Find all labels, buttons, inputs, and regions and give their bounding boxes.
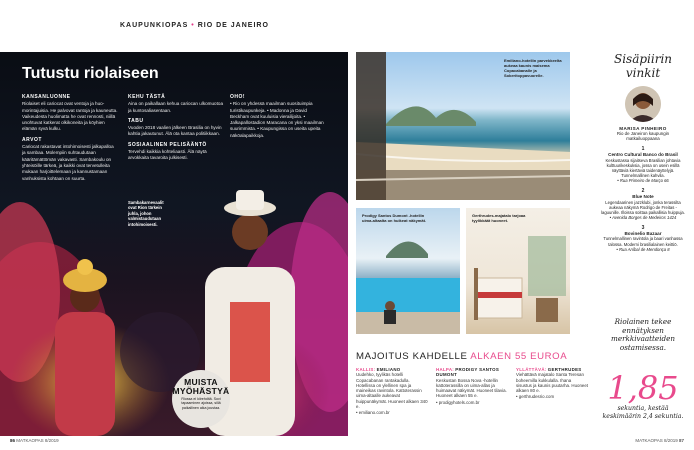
hotel-category: YLLÄTTÄVÄ: — [516, 367, 547, 372]
remember-badge — [172, 370, 230, 428]
magazine-name-right: MATKAOPAS 8/2019 — [635, 438, 678, 443]
section-label: KAUPUNKIOPAS — [120, 22, 189, 29]
city-label: RIO DE JANEIRO — [197, 22, 269, 29]
accommodation-title — [356, 351, 567, 362]
separator-dot: • — [191, 22, 195, 29]
portrait-icon — [625, 86, 661, 122]
column-text: Cariocat rakastavat intohimoisesti jalkapalloa ja sambaa. Molempiin suhtaudutaan kääritämättömän vakavasti. Sambakoulu on yhteisöille tärkeä, ja kaikki ovat tervetulleita mukaan harjoittelemaan ja kannustamaan vanhuksista kohtaan on suurta. — [22, 144, 114, 181]
remember-title: MUISTA MYÖHÄSTYÄ — [172, 377, 230, 396]
page-number-left: 86 — [10, 438, 16, 443]
guide-role: Rio de Janeiron kaupungin matkailuoppaana — [616, 131, 670, 142]
tip-item — [600, 146, 686, 183]
remember-text: Riossa ei kiirehditä. Sovi tapaaminen ajoissa, sillä paikallinen aika joustaa. — [181, 397, 221, 410]
guesthouse-photo — [466, 208, 570, 334]
hotel-surprising — [516, 367, 588, 400]
column-heading: TABU — [128, 117, 144, 124]
text-column-3 — [230, 90, 326, 141]
column-text: Vuoden 2018 vaalien jälkeen Brasilia on hyvin kahtia jakautunut. Älä ota kantaa politiikkaan. — [128, 125, 222, 137]
guide-name: MARISA PINHEIRO — [619, 126, 667, 131]
section-header — [120, 22, 269, 29]
room-caption: Gerthrudes-majatalo tarjoaa tyylikkäät huoneet. — [472, 213, 526, 223]
footer-left — [10, 438, 59, 443]
accommodation-title-main: MAJOITUS KAHDELLE — [356, 351, 468, 362]
hotel-link[interactable]: • prodigyhotels.com.br — [436, 399, 480, 405]
hotel-link[interactable]: • gerthrudesrio.com — [516, 394, 555, 400]
hotel-name: PRODIGY SANTOS DUMONT — [436, 367, 500, 378]
hotel-link[interactable]: • emiliano.com.br — [356, 410, 390, 416]
tip-title: Centro Cultural Banco do Brasil — [608, 152, 678, 158]
column-heading: KANSANLUONNE — [22, 94, 71, 100]
hotel-expensive — [356, 367, 428, 416]
hotel-name: EMILIANO — [376, 367, 401, 372]
accommodation-title-price: ALKAEN 55 EUROA — [470, 351, 568, 362]
text-column-2 — [128, 90, 224, 164]
column-heading: SOSIAALINEN PELISÄÄNTÖ — [128, 141, 207, 148]
magazine-name-left: MATKAOPAS 8/2019 — [16, 438, 59, 443]
hotel-name: GERTHRUDES — [547, 367, 582, 372]
hotel-description: Keskustan Bossa Nova -hotellin kattoterassilla on uima-allas ja huimaavat näkymät. Huoneet tilavia. Huoneet alkaen 55 e. — [436, 377, 507, 399]
hotel-cheap — [436, 367, 508, 405]
sidebar-heading: Sisäpiirin vinkit — [613, 52, 673, 80]
fact-number: 1,85 — [607, 369, 679, 407]
tip-description: Tunnelmallinen ravintola ja baari vanhassa talossa. Moderni brasilialainen keittiö. — [603, 236, 683, 247]
tip-number: 2 — [641, 188, 645, 195]
column-text: Tervehdi kaikkia kohteliaasti. Älä näytä arvokkaita tavaroita julkisesti. — [128, 149, 207, 161]
column-heading: KEHU TÄSTÄ — [128, 94, 166, 100]
avatar — [625, 86, 661, 122]
tip-title: Blue Note — [632, 194, 654, 200]
room-illustration — [466, 208, 570, 334]
copacabana-photo — [356, 52, 570, 200]
dancer-caption: Sambakarnevaalit ovat Rion tärkein juhla, johon valmistaudutaan intohimoisesti. — [128, 200, 164, 227]
page-number-right: 87 — [678, 438, 684, 443]
column-heading: OHO! — [230, 94, 246, 100]
column-heading: ARVOT — [22, 136, 42, 143]
pool-illustration — [356, 208, 460, 334]
tip-item — [600, 225, 686, 252]
hotel-description: Viehättävä majatalo Santa Teresan boheemilla kukkulalla. Ihana sisustus ja kaunis puutarha. Huoneet alkaen 80 e. — [516, 372, 589, 394]
tip-address: • Rua Primeiro de Março 66 — [617, 178, 669, 184]
pool-photo — [356, 208, 460, 334]
footer-right — [635, 438, 684, 443]
hotel-category: HALPA: — [436, 367, 455, 372]
tip-description: Legendaarinen jazzklubi, jonka terassilta aukeaa näkymä Rodrigo de Freitas -laguunille. Illoissa soittaa paikallisia huippuja. — [601, 199, 685, 215]
insider-tips-sidebar — [600, 52, 686, 252]
hotel-description: Uudehko, tyylikäs hotelli Copacabanan rantakadulla. Hotellissa on ylellinen spa ja maineikas ravintola. Kattoterassin uima-altaalle aukeavat huippunäkymät. Huoneet alkaen 340 e. — [356, 372, 428, 410]
tip-number: 3 — [641, 225, 645, 232]
tip-title: Bovinelio Bazaar — [624, 231, 662, 237]
beach-caption: Emiliano-hotellin parvekkeelta aukeaa kaunis maisema Copacabanalle ja Sokeritoppavuorelle. — [504, 58, 562, 78]
tip-description: Keskustassa sijaitseva Brasilian johtavia kulttuurikeskuksia, jossa on usein esillä näyttäviä kiertäviä taidenäyttelyjä. Tunnelmallinen kahvila. — [605, 157, 681, 179]
hotel-category: KALLIS: — [356, 367, 376, 372]
text-column-1 — [22, 90, 118, 184]
pool-caption: Prodigy Santos Dumont -hotellin uima-altaalta on huikeat näkymät. — [362, 213, 427, 223]
tip-address: • Rua Aníbal de Mendonça 8 — [616, 246, 670, 252]
tip-number: 1 — [641, 146, 645, 153]
column-text: Aina on paikallaan kehua cariocan ulkomuotoa ja kuntosaliasentaan. — [128, 101, 224, 113]
fact-quote: Riolainen tekee ennätyksen merkkivaatteiden ostamisessa. — [611, 317, 675, 352]
article-title: Tutustu riolaiseen — [22, 65, 159, 82]
tip-address: • Avenida Borges de Medeiros 1424 — [609, 214, 677, 220]
fact-caption: sekuntia, kestää keskimäärin 2,4 sekuntia. — [602, 405, 684, 420]
column-text: • Rio on yhdessä maailman suosituimpia turistikaupunkeja. • Madonna ja David Beckham ovat kuuluisia vierailijoita. • Jalkapallostadion Maracana on yksi maailman suurimmista. • Kaupungissa on useita upeita näköalapaikkoja. — [230, 101, 324, 138]
column-text: Riolaiset eli cariocat ovat ventoja ja huo-morintajuisia. He palvovat rantoja ja kauneutta. Vaikeudesta huolimatta he ovat rennosti, niillä unohtuvat katkerat olkikoneita ja köyhien elämän syvä kulku. — [22, 101, 118, 132]
tip-item — [600, 188, 686, 220]
